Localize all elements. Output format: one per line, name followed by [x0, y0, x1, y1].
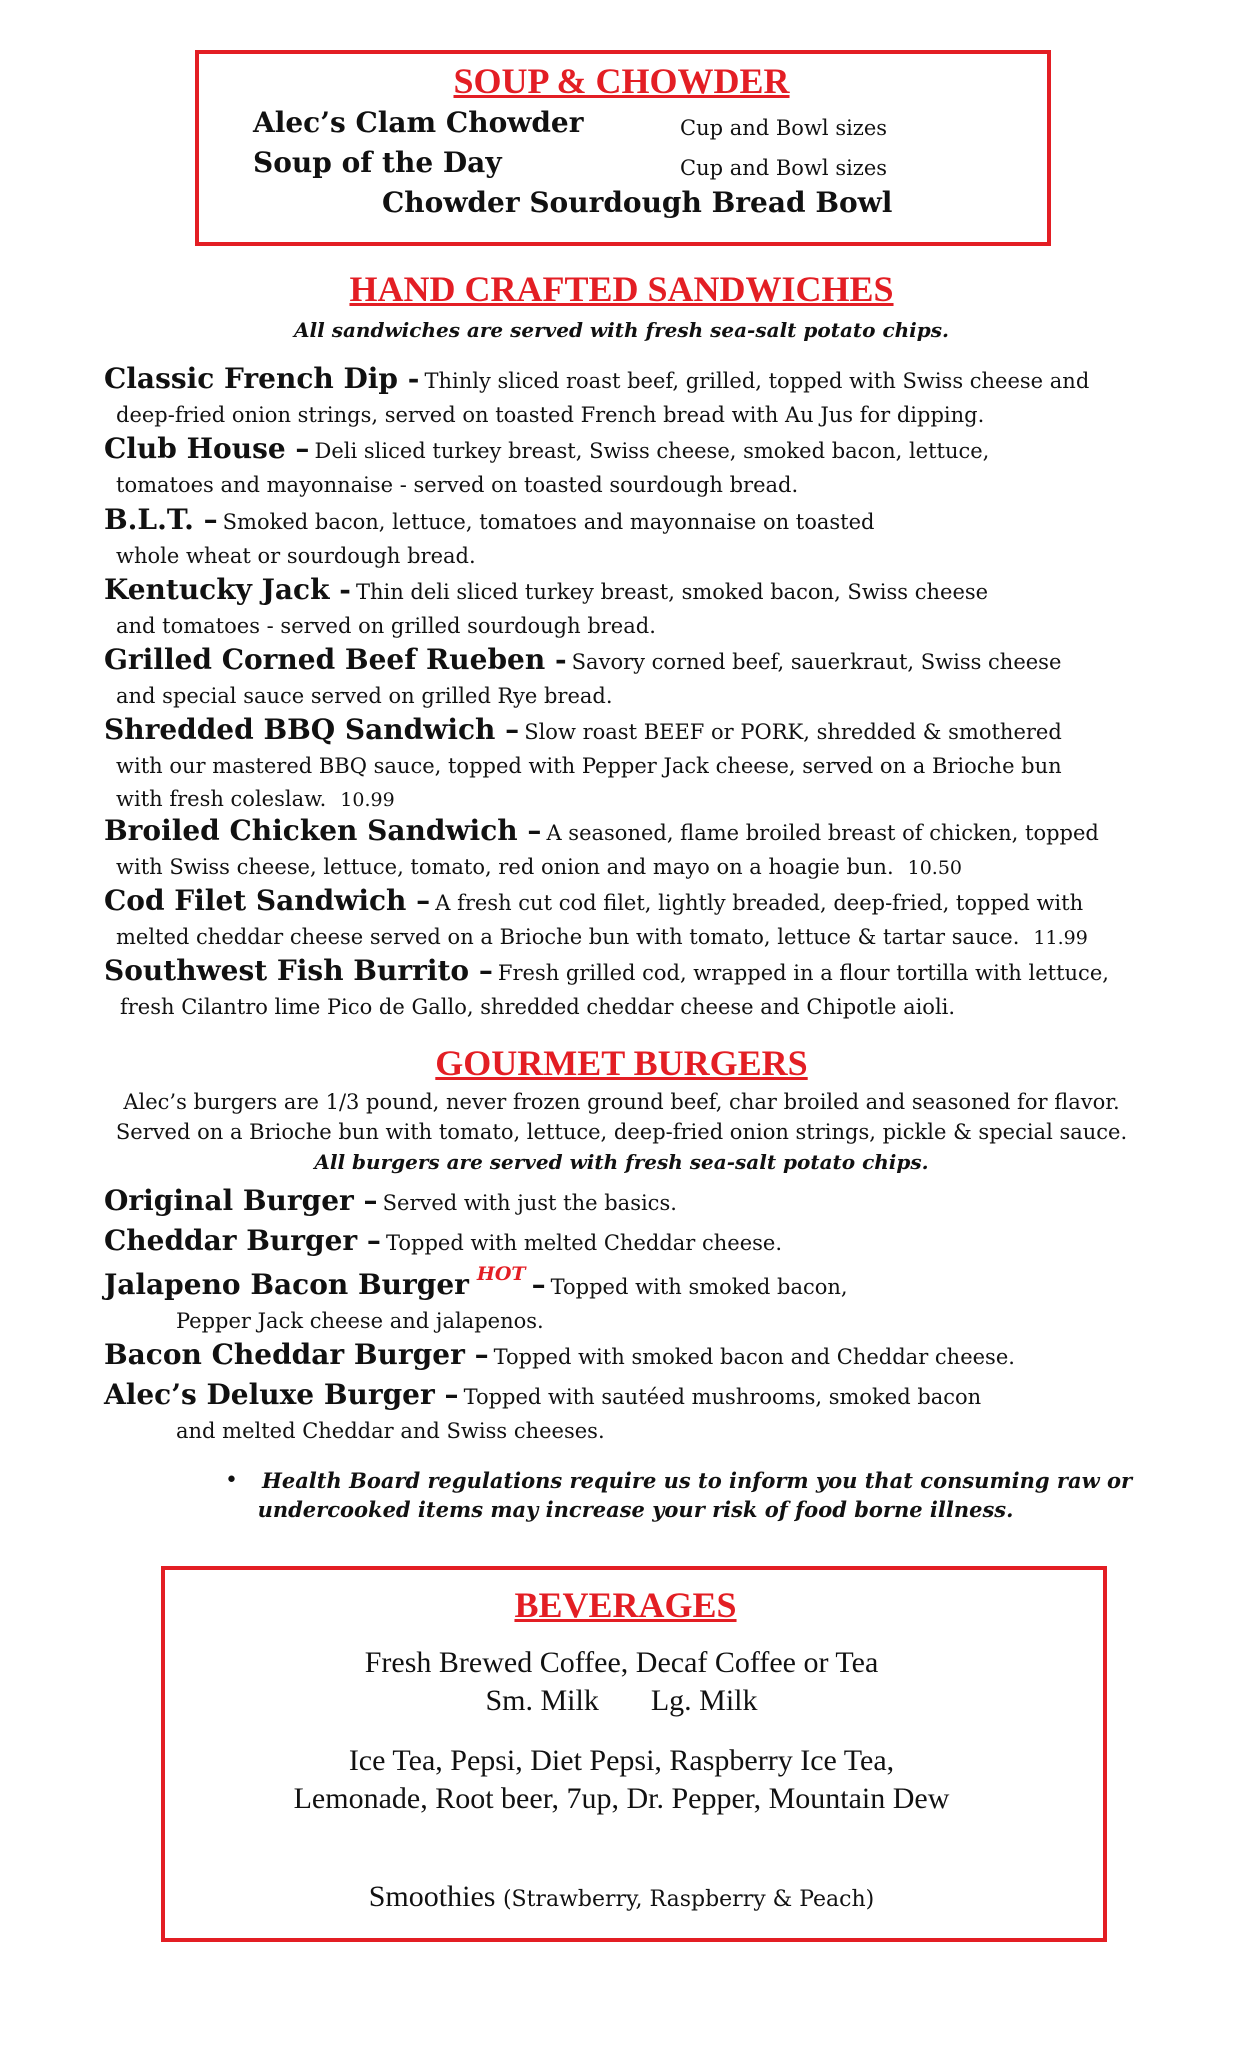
- burgers-heading: GOURMET BURGERS: [435, 1043, 808, 1083]
- item-desc: Deli sliced turkey breast, Swiss cheese, smoked bacon, lettuce,: [314, 439, 990, 463]
- sandwich-item: [104, 713, 1164, 817]
- burger-item: [104, 1184, 1164, 1221]
- item-desc-line2: with Swiss cheese, lettuce, tomato, red onion and mayo on a hoagie bun.: [116, 855, 894, 879]
- item-desc: Slow roast BEEF or PORK, shredded & smothered: [524, 720, 1062, 744]
- item-desc-line: [104, 921, 1164, 955]
- item-desc: Smoked bacon, lettuce, tomatoes and mayonnaise on toasted: [222, 510, 875, 534]
- milk-small: Sm. Milk: [485, 1684, 599, 1717]
- health-notice: Health Board regulations require us to inform you that consuming raw or: [262, 1468, 1133, 1493]
- item-name: Cod Filet Sandwich –: [104, 884, 431, 917]
- sandwich-item: [104, 432, 1164, 502]
- health-bullet: •: [225, 1468, 238, 1493]
- item-desc: Topped with melted Cheddar cheese.: [386, 1231, 783, 1255]
- sandwich-item: [104, 884, 1164, 955]
- smoothie-flavors: (Strawberry, Raspberry & Peach): [502, 1887, 875, 1912]
- hot-badge: HOT: [476, 1263, 526, 1285]
- item-desc: Thin deli sliced turkey breast, smoked bacon, Swiss cheese: [355, 580, 989, 604]
- item-desc: Thinly sliced roast beef, grilled, topped with Swiss cheese and: [424, 369, 1090, 393]
- item-desc-line: fresh Cilantro lime Pico de Gallo, shredded cheddar cheese and Chipotle aioli.: [120, 995, 956, 1019]
- item-desc-line: [104, 851, 1164, 885]
- item-desc-line2: melted cheddar cheese served on a Brioche bun with tomato, lettuce & tartar sauce.: [116, 925, 1020, 949]
- item-name: Bacon Cheddar Burger –: [104, 1338, 489, 1371]
- item-desc-line: tomatoes and mayonnaise - served on toasted sourdough bread.: [116, 473, 799, 497]
- item-desc-line: and tomatoes - served on grilled sourdough bread.: [116, 614, 656, 638]
- soup-item-name: Alec’s Clam Chowder: [253, 106, 584, 139]
- item-name: Original Burger –: [104, 1184, 378, 1217]
- item-desc-line: and special sauce served on grilled Rye bread.: [116, 684, 613, 708]
- sandwich-item: [104, 362, 1164, 432]
- item-name: Southwest Fish Burrito –: [104, 954, 493, 987]
- item-desc: Topped with smoked bacon and Cheddar cheese.: [493, 1345, 1015, 1369]
- item-desc: Served with just the basics.: [382, 1191, 677, 1215]
- soup-item-size: Cup and Bowl sizes: [680, 156, 888, 180]
- sandwiches-heading: HAND CRAFTED SANDWICHES: [349, 269, 894, 309]
- item-desc-line: whole wheat or sourdough bread.: [116, 544, 476, 568]
- sandwich-item: [104, 503, 1164, 573]
- sandwich-item: [104, 814, 1164, 885]
- item-name: Club House –: [104, 432, 310, 465]
- bread-bowl: Chowder Sourdough Bread Bowl: [382, 186, 893, 219]
- smoothies: [0, 1880, 1243, 1914]
- item-desc: Topped with smoked bacon,: [550, 1275, 848, 1299]
- burger-item: [104, 1224, 1164, 1261]
- item-desc-line: [104, 783, 1164, 817]
- item-desc-line: with our mastered BBQ sauce, topped with Pepper Jack cheese, served on a Brioche bun: [116, 754, 1062, 778]
- burgers-note: All burgers are served with fresh sea-salt potato chips.: [314, 1150, 929, 1174]
- soup-heading: SOUP & CHOWDER: [453, 61, 790, 101]
- burger-item: [104, 1378, 1164, 1448]
- sandwiches-note: All sandwiches are served with fresh sea-salt potato chips.: [294, 318, 949, 342]
- item-name: Alec’s Deluxe Burger –: [104, 1378, 459, 1411]
- sandwich-item: [104, 573, 1164, 643]
- item-desc-line: deep-fried onion strings, served on toasted French bread with Au Jus for dipping.: [116, 403, 985, 427]
- item-name: Cheddar Burger –: [104, 1224, 381, 1257]
- item-price: 11.99: [1033, 927, 1088, 949]
- item-name: Shredded BBQ Sandwich –: [104, 713, 520, 746]
- hot-drinks: Fresh Brewed Coffee, Decaf Coffee or Tea: [364, 1646, 879, 1679]
- item-price: 10.99: [340, 789, 395, 811]
- soup-item-name: Soup of the Day: [253, 146, 502, 179]
- item-desc: Savory corned beef, sauerkraut, Swiss cheese: [571, 650, 1062, 674]
- item-desc: A fresh cut cod filet, lightly breaded, deep-fried, topped with: [435, 891, 1084, 915]
- item-name: Grilled Corned Beef Rueben -: [104, 643, 567, 676]
- health-notice: undercooked items may increase your risk of food borne illness.: [257, 1497, 1014, 1522]
- burger-item: [104, 1338, 1164, 1375]
- soup-item-size: Cup and Bowl sizes: [680, 116, 888, 140]
- milk-options: [0, 1684, 1243, 1718]
- burger-item: [104, 1263, 1164, 1338]
- item-desc: A seasoned, flame broiled breast of chicken, topped: [546, 821, 1099, 845]
- sandwich-item: [104, 954, 1164, 1024]
- sandwich-item: [104, 643, 1164, 713]
- burgers-intro: Alec’s burgers are 1/3 pound, never frozen ground beef, char broiled and seasoned for flavor.: [123, 1090, 1120, 1114]
- item-desc: Fresh grilled cod, wrapped in a flour tortilla with lettuce,: [497, 961, 1109, 985]
- item-desc-line: and melted Cheddar and Swiss cheeses.: [176, 1419, 605, 1443]
- item-price: 10.50: [907, 857, 963, 879]
- sodas: Lemonade, Root beer, 7up, Dr. Pepper, Mountain Dew: [293, 1782, 950, 1815]
- milk-large: Lg. Milk: [650, 1684, 758, 1717]
- item-name: Jalapeno Bacon Burger: [104, 1268, 469, 1301]
- item-dash: –: [531, 1268, 546, 1301]
- sodas: Ice Tea, Pepsi, Diet Pepsi, Raspberry Ice Tea,: [348, 1744, 895, 1777]
- item-desc-line: Pepper Jack cheese and jalapenos.: [176, 1309, 544, 1333]
- smoothies-label: Smoothies: [368, 1880, 496, 1913]
- item-name: Kentucky Jack -: [104, 573, 351, 606]
- item-name: Broiled Chicken Sandwich –: [104, 814, 542, 847]
- beverages-heading: BEVERAGES: [514, 1585, 737, 1625]
- item-desc: Topped with sautéed mushrooms, smoked bacon: [463, 1385, 982, 1409]
- item-desc-line3: with fresh coleslaw.: [116, 787, 327, 811]
- item-name: Classic French Dip -: [104, 362, 420, 395]
- burgers-intro: Served on a Brioche bun with tomato, lettuce, deep-fried onion strings, pickle & special sauce.: [115, 1120, 1128, 1144]
- item-name: B.L.T. –: [104, 503, 218, 536]
